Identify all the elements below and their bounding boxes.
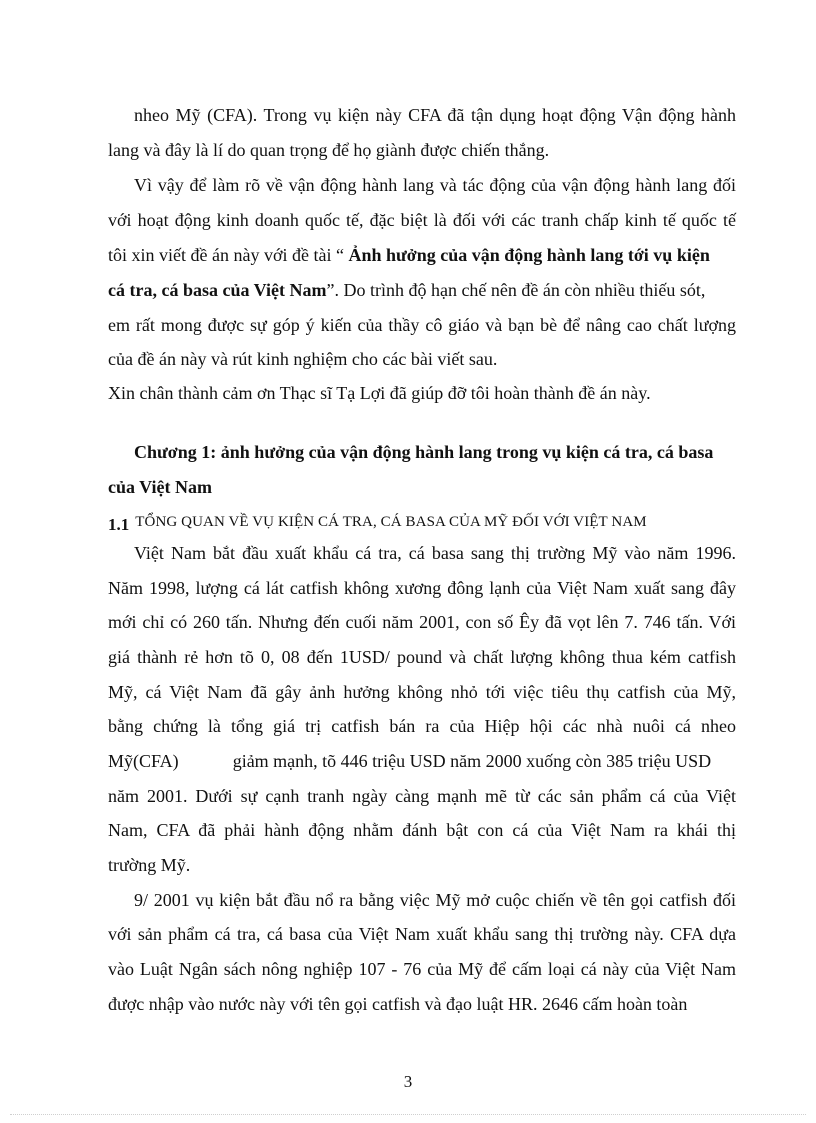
text-span: ”. Do trình độ hạn chế nên đề án còn nhiều thiếu sót,: [326, 280, 706, 300]
text-line: Năm 1998, lượng cá lát catfish không xương đông lạnh của Việt Nam xuất sang đây: [108, 578, 736, 598]
text-line: được nhập vào nước này với tên gọi catfish và đạo luật HR. 2646 cấm hoàn toàn: [108, 994, 688, 1014]
text-line: trường Mỹ.: [108, 855, 191, 875]
chapter-heading-cont: của Việt Nam: [108, 477, 212, 497]
text-line: [108, 749, 736, 773]
text-line: với hoạt động kinh doanh quốc tế, đặc biệt là đối với các tranh chấp kinh tế quốc tế: [108, 210, 736, 230]
text-line: với sản phẩm cá tra, cá basa của Việt Nam xuất khẩu sang thị trường này. CFA dựa: [108, 924, 736, 944]
thesis-title-bold: Ảnh hưởng của vận động hành lang tới vụ kiện: [348, 245, 710, 265]
chapter-heading: Chương 1: ảnh hưởng của vận động hành lang trong vụ kiện cá tra, cá basa: [134, 442, 714, 462]
text-line: em rất mong được sự góp ý kiến của thầy cô giáo và bạn bè để nâng cao chất lượng: [108, 315, 736, 335]
text-line: bằng chứng là tổng giá trị catfish bán ra của Hiệp hội các nhà nuôi cá nheo: [108, 716, 736, 736]
text-span: Mỹ(CFA): [108, 751, 179, 771]
text-line: [108, 278, 736, 302]
section-number: 1.1: [108, 515, 130, 534]
text-span: giảm mạnh, tõ 446 triệu USD năm 2000 xuống còn 385 triệu USD: [232, 751, 712, 771]
thesis-title-bold: cá tra, cá basa của Việt Nam: [108, 280, 327, 300]
section-title: TỔNG QUAN VỀ VỤ KIỆN CÁ TRA, CÁ BASA CỦA MỸ ĐỐI VỚI VIỆT NAM: [135, 514, 647, 530]
text-line: Mỹ, cá Việt Nam đã gây ảnh hưởng không nhỏ tới việc tiêu thụ catfish của Mỹ,: [108, 682, 736, 702]
text-line: [108, 243, 748, 267]
text-line: mới chỉ có 260 tấn. Nhưng đến cuối năm 2001, con số Êy đã vọt lên 7. 746 tấn. Với: [108, 612, 736, 632]
text-line: Nam, CFA đã phải hành động nhằm đánh bật con cá của Việt Nam ra khái thị: [108, 820, 736, 840]
text-line: Vì vậy để làm rõ về vận động hành lang và tác động của vận động hành lang đối: [134, 175, 736, 195]
page-number: 3: [403, 1072, 413, 1091]
text-line: Việt Nam bắt đầu xuất khẩu cá tra, cá basa sang thị trường Mỹ vào năm 1996.: [134, 543, 736, 563]
text-line: Xin chân thành cảm ơn Thạc sĩ Tạ Lợi đã giúp đỡ tôi hoàn thành đề án này.: [108, 383, 651, 403]
section-heading: [108, 508, 736, 537]
text-line: giá thành rẻ hơn tõ 0, 08 đến 1USD/ pound và chất lượng không thua kém catfish: [108, 647, 736, 667]
text-line: năm 2001. Dưới sự cạnh tranh ngày càng mạnh mẽ từ các sản phẩm cá của Việt: [108, 786, 736, 806]
text-line: 9/ 2001 vụ kiện bắt đầu nổ ra bằng việc Mỹ mở cuộc chiến về tên gọi catfish đối: [134, 890, 736, 910]
text-span: tôi xin viết đề án này với đề tài “: [108, 245, 349, 265]
text-line: nheo Mỹ (CFA). Trong vụ kiện này CFA đã tận dụng hoạt động Vận động hành: [134, 105, 736, 125]
text-line: lang và đây là lí do quan trọng để họ giành được chiến thắng.: [108, 140, 550, 160]
text-line: của đề án này và rút kinh nghiệm cho các bài viết sau.: [108, 349, 498, 369]
text-line: vào Luật Ngân sách nông nghiệp 107 - 76 của Mỹ để cấm loại cá này của Việt Nam: [108, 959, 736, 979]
page-bottom-border: [10, 1114, 806, 1115]
